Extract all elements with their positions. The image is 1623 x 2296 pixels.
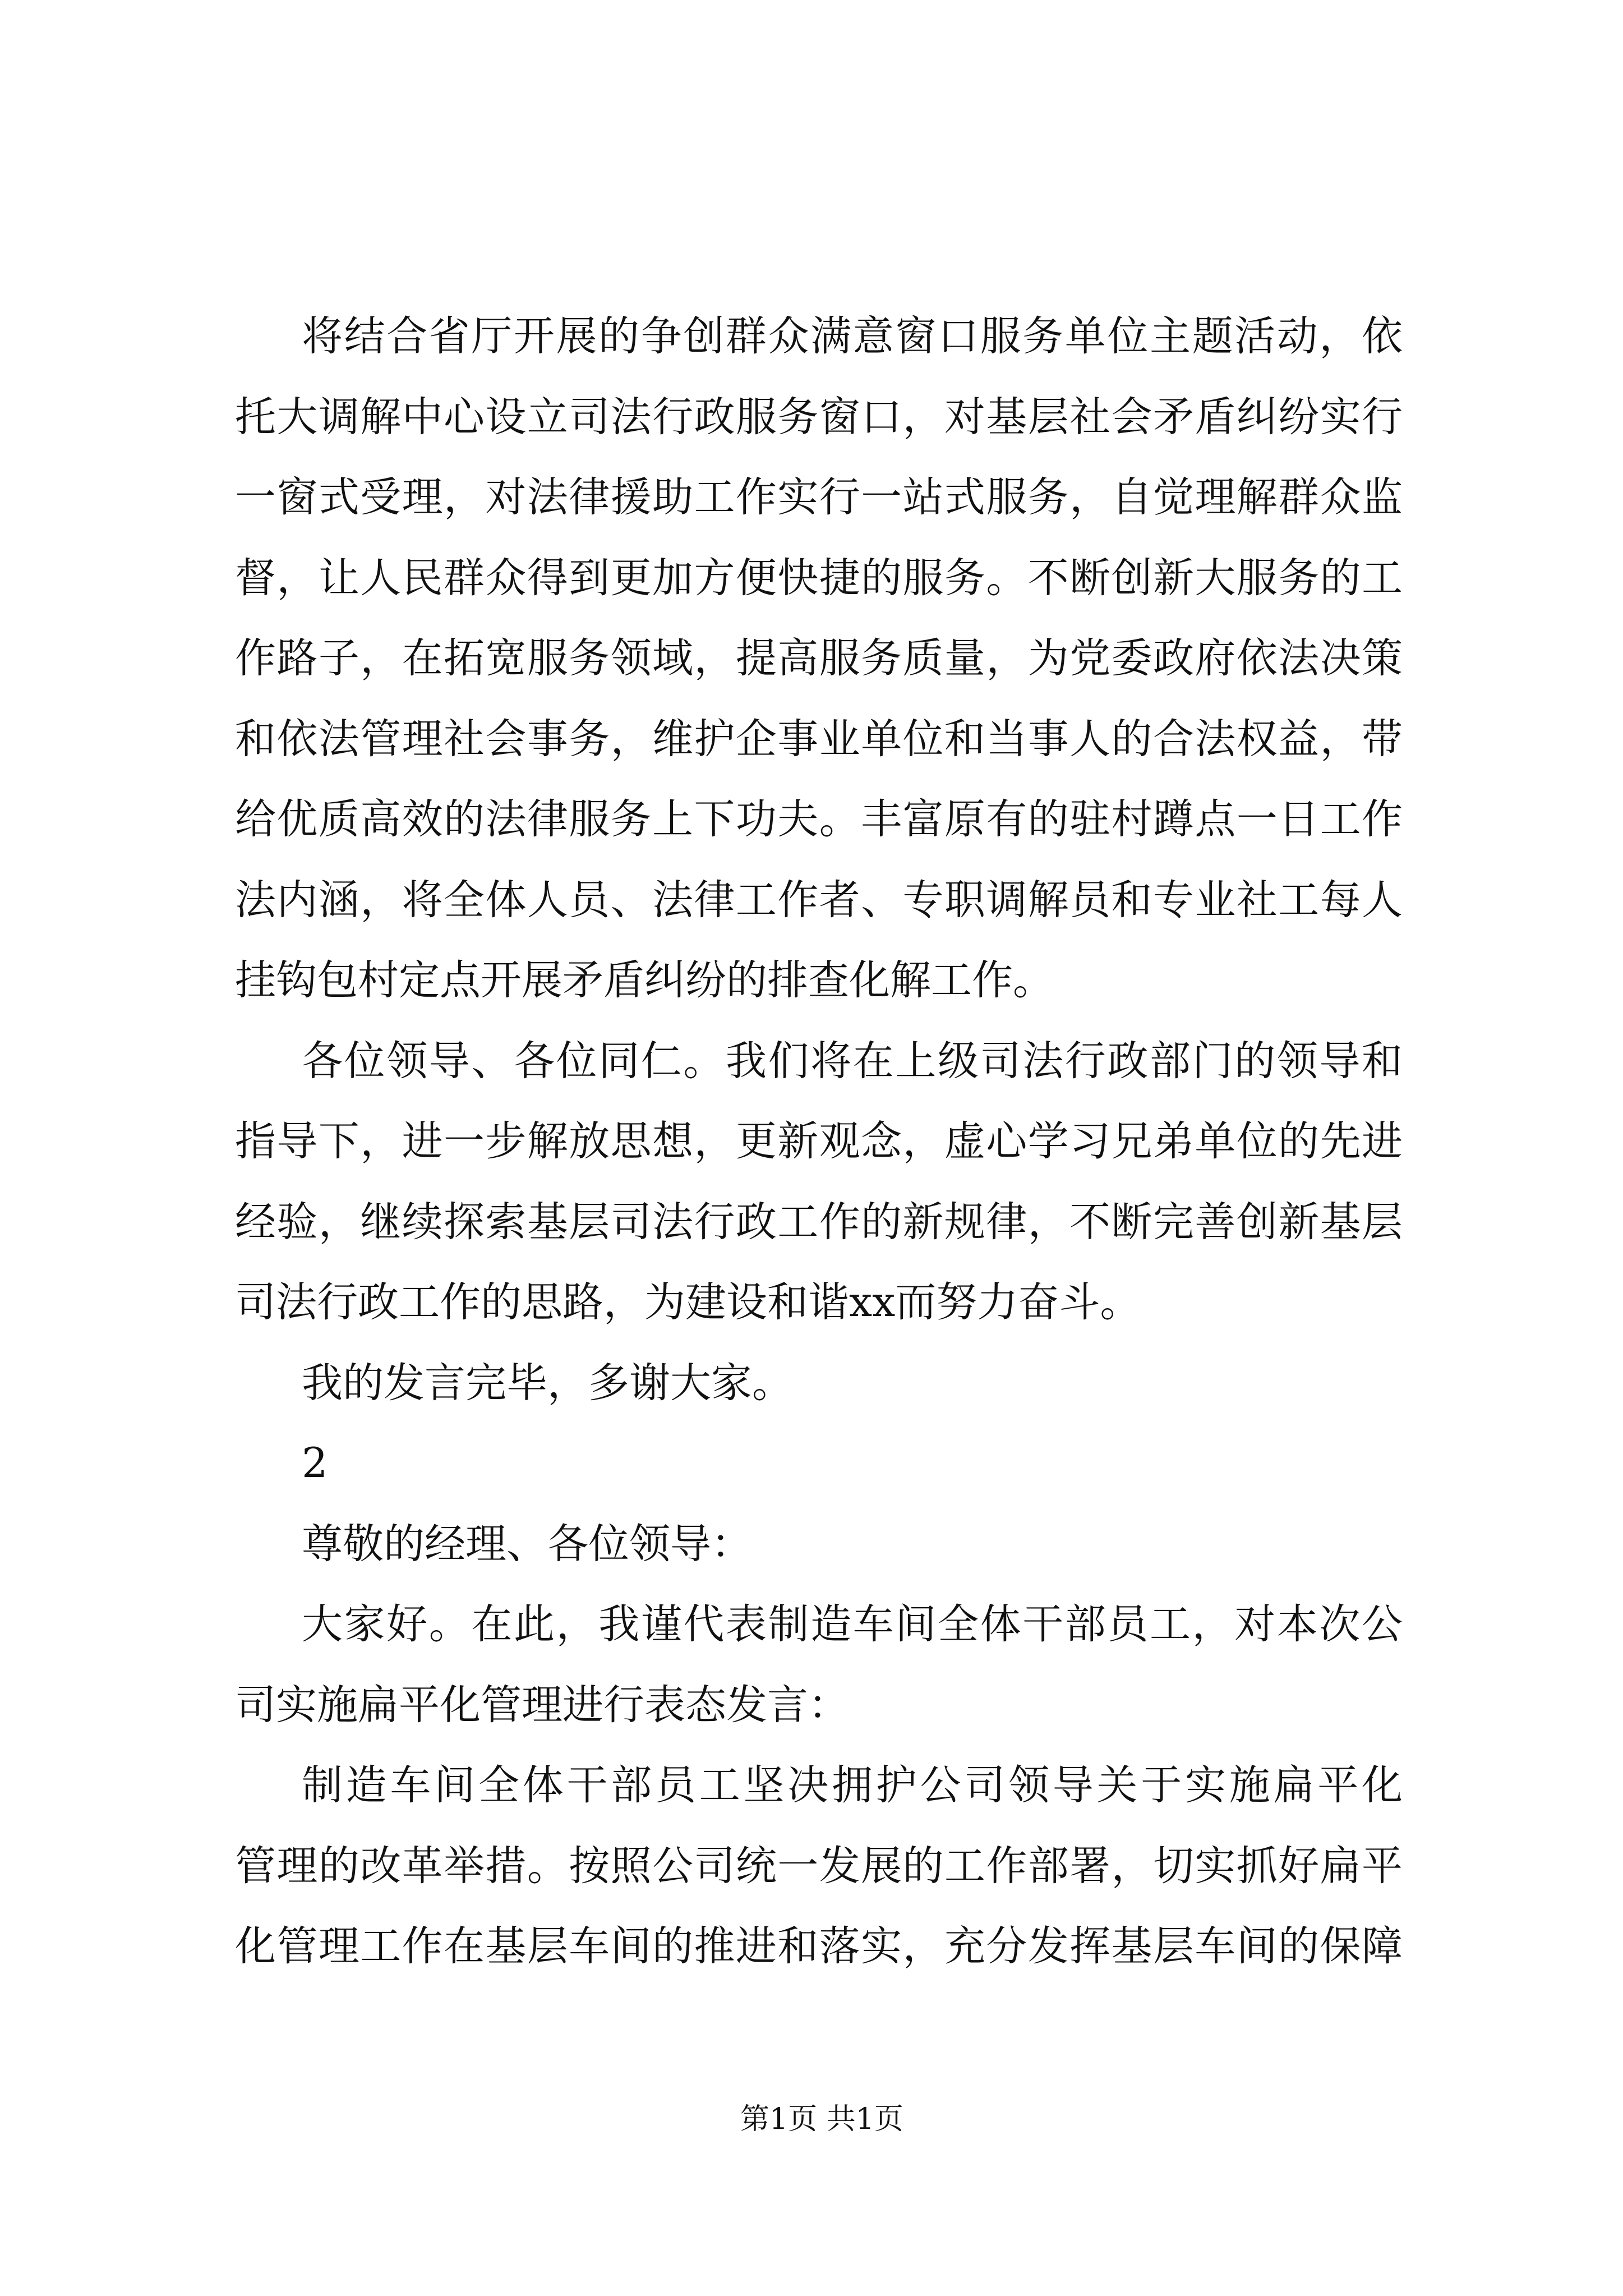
text-line: 作路子，在拓宽服务领域，提高服务质量，为党委政府依法决策 [235, 634, 1403, 682]
text-line: 法内涵，将全体人员、法律工作者、专职调解员和专业社工每人 [235, 876, 1403, 924]
text-line: 制造车间全体干部员工坚决拥护公司领导关于实施扁平化 [302, 1761, 1403, 1809]
text-line: 指导下，进一步解放思想，更新观念，虚心学习兄弟单位的先进 [235, 1117, 1403, 1165]
text-line: 大家好。在此，我谨代表制造车间全体干部员工，对本次公 [302, 1600, 1403, 1648]
text-line: 2 [302, 1439, 328, 1487]
text-line: 化管理工作在基层车间的推进和落实，充分发挥基层车间的保障 [235, 1922, 1403, 1970]
document-body [235, 296, 1403, 1987]
text-line: 我的发言完毕，多谢大家。 [302, 1359, 793, 1407]
text-line: 经验，继续探索基层司法行政工作的新规律，不断完善创新基层 [235, 1198, 1403, 1246]
page-footer: 第1页 共1页 [740, 2102, 903, 2136]
section-number [235, 1423, 1403, 1504]
paragraph [235, 1584, 1403, 1745]
text-line: 各位领导、各位同仁。我们将在上级司法行政部门的领导和 [302, 1037, 1403, 1085]
salutation [235, 1504, 1403, 1585]
text-line: 管理的改革举措。按照公司统一发展的工作部署，切实抓好扁平 [235, 1842, 1403, 1890]
text-line: 托大调解中心设立司法行政服务窗口，对基层社会矛盾纠纷实行 [235, 393, 1403, 441]
paragraph [235, 1021, 1403, 1343]
text-line: 将结合省厅开展的争创群众满意窗口服务单位主题活动，依 [302, 312, 1403, 360]
text-line: 督，让人民群众得到更加方便快捷的服务。不断创新大服务的工 [235, 554, 1403, 602]
text-line: 给优质高效的法律服务上下功夫。丰富原有的驻村蹲点一日工作 [235, 795, 1403, 843]
text-line: 尊敬的经理、各位领导： [302, 1520, 752, 1568]
text-line: 和依法管理社会事务，维护企事业单位和当事人的合法权益，带 [235, 715, 1403, 763]
paragraph [235, 1745, 1403, 1987]
closing-remark [235, 1343, 1403, 1424]
text-line: 一窗式受理，对法律援助工作实行一站式服务，自觉理解群众监 [235, 473, 1403, 521]
text-line: 司法行政工作的思路，为建设和谐xx而努力奋斗。 [235, 1278, 1141, 1326]
text-line: 司实施扁平化管理进行表态发言： [235, 1681, 849, 1729]
text-line: 挂钩包村定点开展矛盾纠纷的排查化解工作。 [235, 956, 1054, 1004]
paragraph [235, 296, 1403, 1021]
